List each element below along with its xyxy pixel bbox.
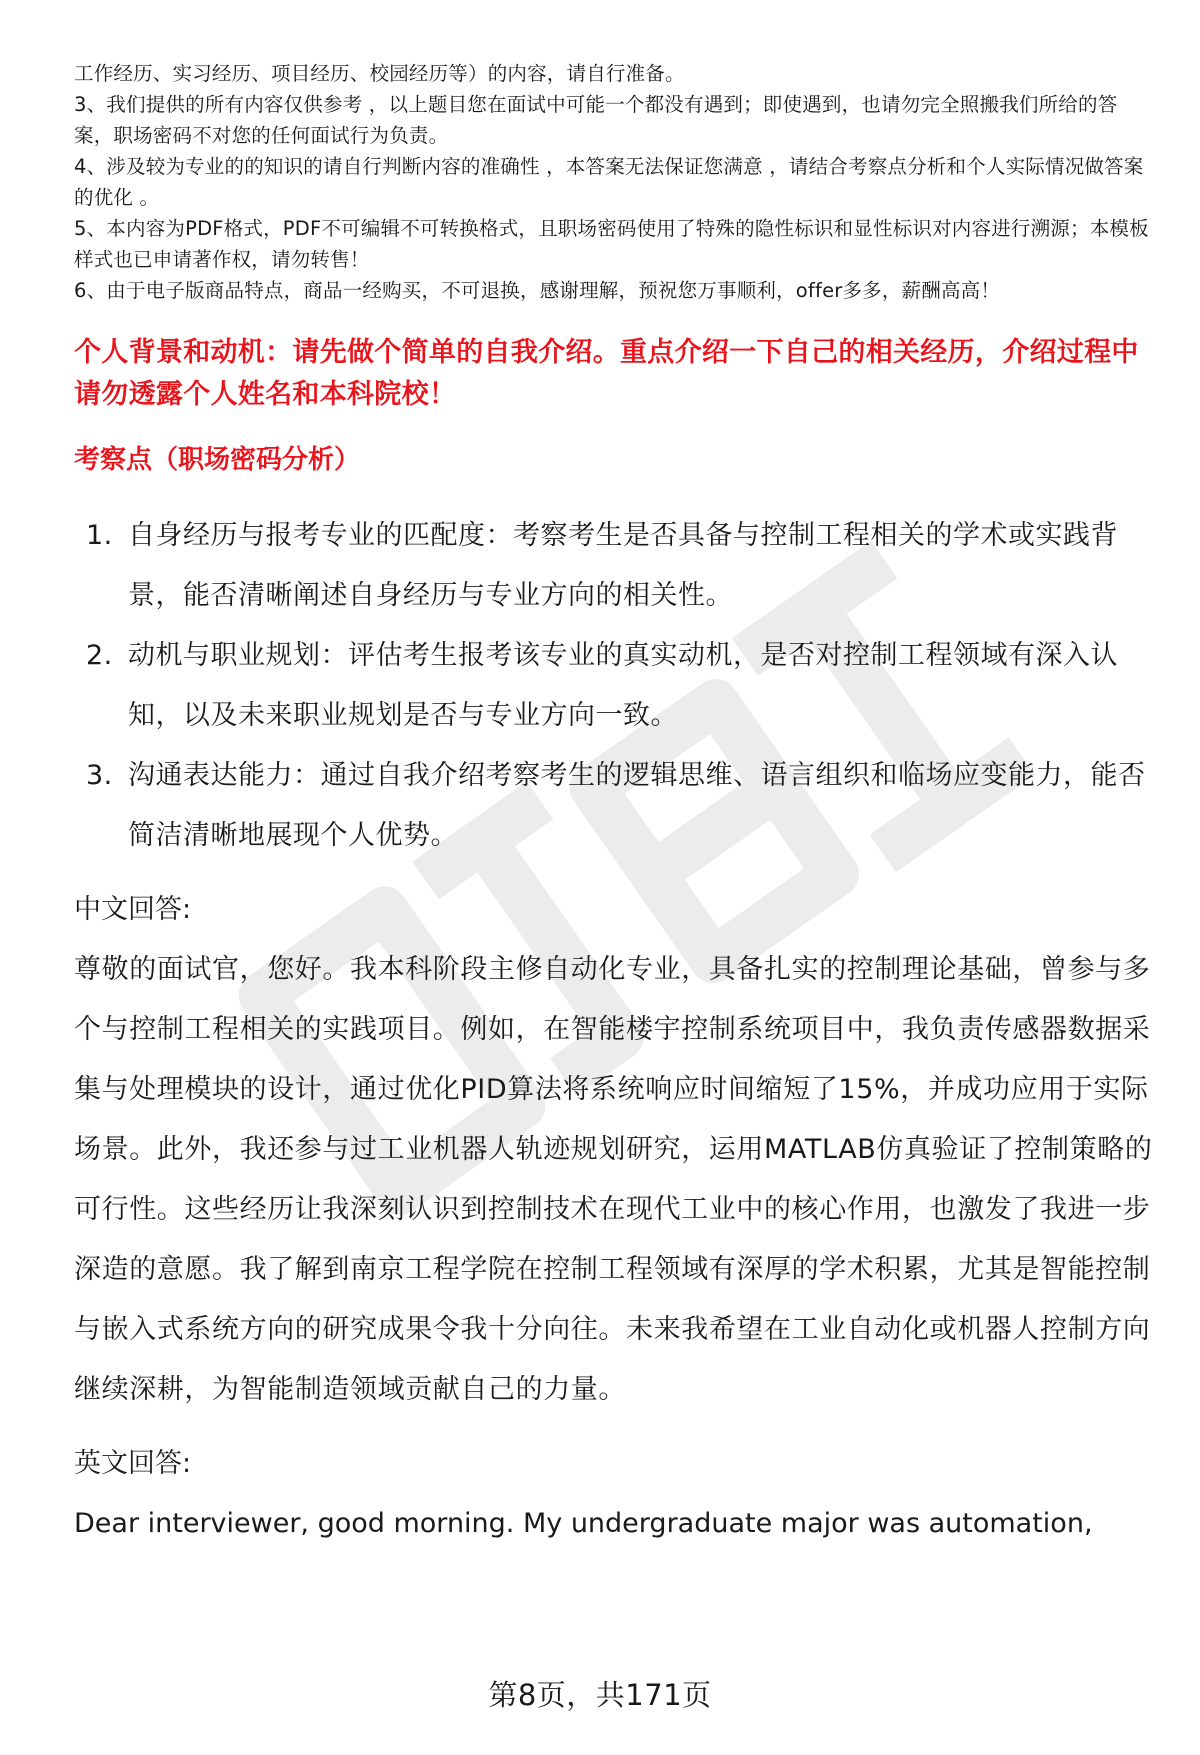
point-text: 动机与职业规划：评估考生报考该专业的真实动机，是否对控制工程领域有深入认知，以及未来职业规划是否与专业方向一致。 [128, 640, 1118, 731]
analysis-title: 考察点（职场密码分析） [74, 445, 361, 475]
note-line: 5、本内容为PDF格式，PDF不可编辑不可转换格式，且职场密码使用了特殊的隐性标识和显性标识对内容进行溯源；本模板样式也已申请著作权，请勿转售！ [74, 217, 1149, 271]
question-heading: 个人背景和动机：请先做个简单的自我介绍。重点介绍一下自己的相关经历，介绍过程中请勿透露个人姓名和本科院校！ [74, 337, 1139, 410]
page-number: 第8页，共171页 [488, 1678, 712, 1712]
analysis-point [74, 626, 1154, 746]
point-text: 自身经历与报考专业的匹配度：考察考生是否具备与控制工程相关的学术或实践背景，能否清晰阐述自身经历与专业方向的相关性。 [128, 520, 1118, 611]
analysis-points [74, 506, 1154, 866]
point-number: 2. [86, 640, 113, 671]
analysis-point [74, 506, 1154, 626]
analysis-point [74, 746, 1154, 866]
note-line: 3、我们提供的所有内容仅供参考 ，以上题目您在面试中可能一个都没有遇到；即使遇到，也请勿完全照搬我们所给的答案，职场密码不对您的任何面试行为负责。 [74, 93, 1118, 147]
note-line: 4、涉及较为专业的的知识的请自行判断内容的准确性 ，本答案无法保证您满意 ，请结合考察点分析和个人实际情况做答案的优化 。 [74, 155, 1144, 209]
notes-block [74, 58, 1154, 306]
chinese-answer-label: 中文回答: [74, 894, 192, 925]
point-text: 沟通表达能力：通过自我介绍考察考生的逻辑思维、语言组织和临场应变能力，能否简洁清晰地展现个人优势。 [128, 760, 1146, 851]
point-number: 3. [86, 760, 113, 791]
point-number: 1. [86, 520, 113, 551]
english-answer-text: Dear interviewer, good morning. My undergraduate major was automation, [74, 1508, 1093, 1539]
english-answer-label: 英文回答: [74, 1448, 192, 1479]
chinese-answer-text: 尊敬的面试官，您好。我本科阶段主修自动化专业，具备扎实的控制理论基础，曾参与多个与控制工程相关的实践项目。例如，在智能楼宇控制系统项目中，我负责传感器数据采集与处理模块的设计，通过优化PID算法将系统响应时间缩短了15%，并成功应用于实际场景。此外，我还参与过工业机器人轨迹规划研究，运用MATLAB仿真验证了控制策略的可行性。这些经历让我深刻认识到控制技术在现代工业中的核心作用，也激发了我进一步深造的意愿。我了解到南京工程学院在控制工程领域有深厚的学术积累，尤其是智能控制与嵌入式系统方向的研究成果令我十分向往。未来我希望在工业自动化或机器人控制方向继续深耕，为智能制造领域贡献自己的力量。 [74, 954, 1153, 1405]
note-line: 工作经历、实习经历、项目经历、校园经历等）的内容，请自行准备。 [74, 62, 685, 85]
note-line: 6、由于电子版商品特点，商品一经购买，不可退换，感谢理解，预祝您万事顺利，offer多多，薪酬高高！ [74, 279, 1001, 302]
document-body [74, 58, 1154, 1554]
